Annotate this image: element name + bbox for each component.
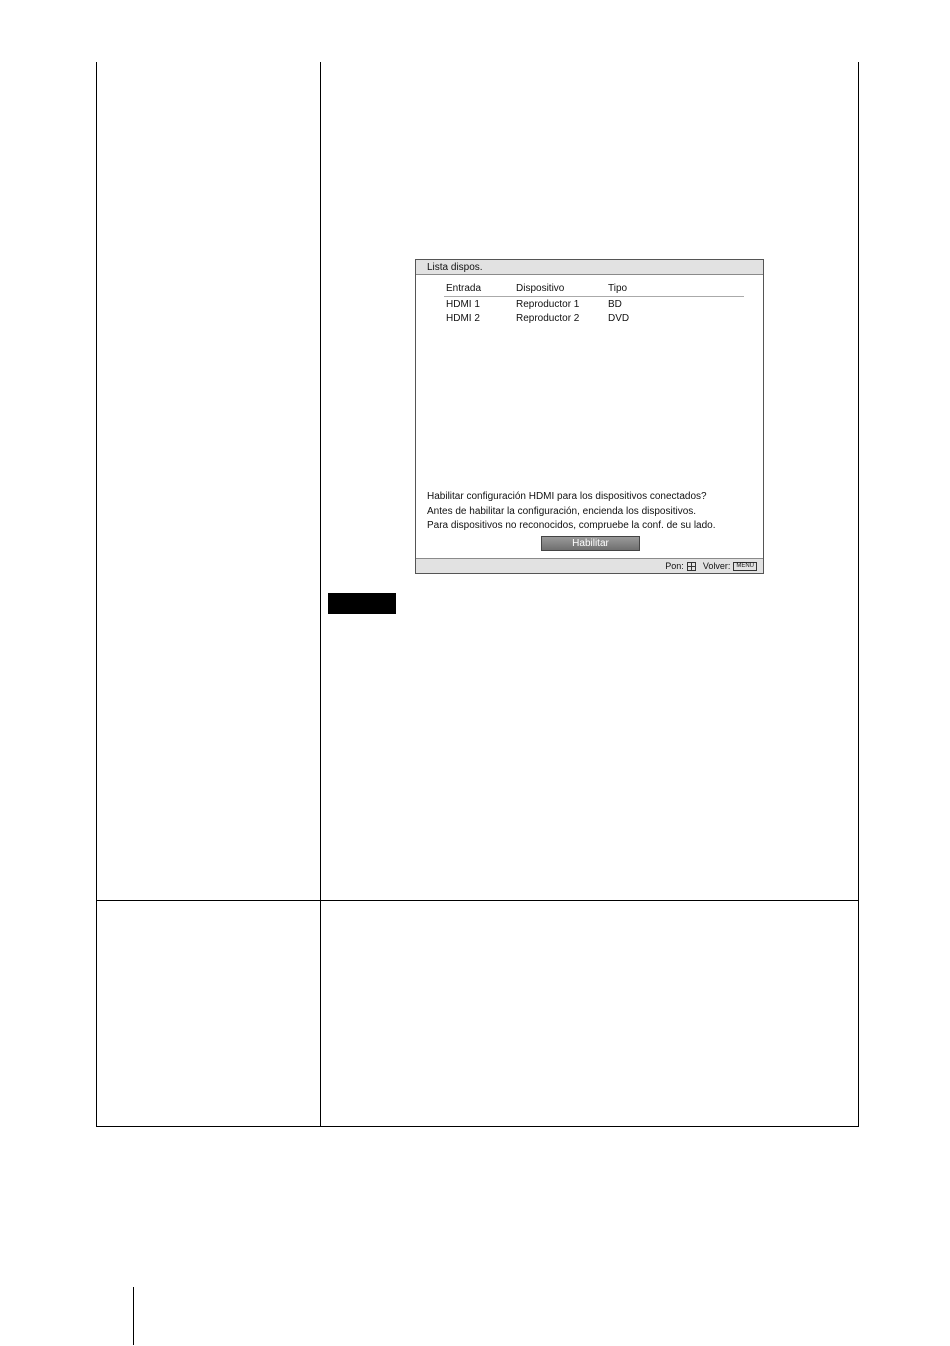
row-2-type: DVD [608,313,630,324]
enable-button[interactable]: Habilitar [541,536,640,551]
row-2-input: HDMI 2 [446,313,480,324]
screen-footer [416,558,763,573]
page-margin-bar [133,1287,134,1345]
column-header-input: Entrada [446,283,482,294]
table-bottom-border [96,1126,859,1127]
set-label: Pon: [665,561,684,571]
dpad-icon [687,562,696,571]
message-line-2: Antes de habilitar la configuración, encienda los dispositivos. [427,506,697,517]
device-list-screen [415,259,764,574]
table-left-border [96,62,97,1127]
row-1-input: HDMI 1 [446,299,480,310]
column-header-device: Dispositivo [516,283,565,294]
screen-title: Lista dispos. [416,260,763,275]
table-row-divider [96,900,859,901]
note-label-block [328,593,396,614]
column-header-type: Tipo [608,283,628,294]
table-right-border [858,62,859,1127]
menu-key-icon: MENU [733,562,757,571]
header-divider [444,296,744,297]
message-line-3: Para dispositivos no reconocidos, compruebe la conf. de su lado. [427,520,716,531]
row-1-device: Reproductor 1 [516,299,580,310]
row-2-device: Reproductor 2 [516,313,580,324]
message-line-1: Habilitar configuración HDMI para los dispositivos conectados? [427,491,707,502]
row-1-type: BD [608,299,622,310]
table-column-divider [320,62,321,1127]
back-label: Volver: [702,561,731,571]
